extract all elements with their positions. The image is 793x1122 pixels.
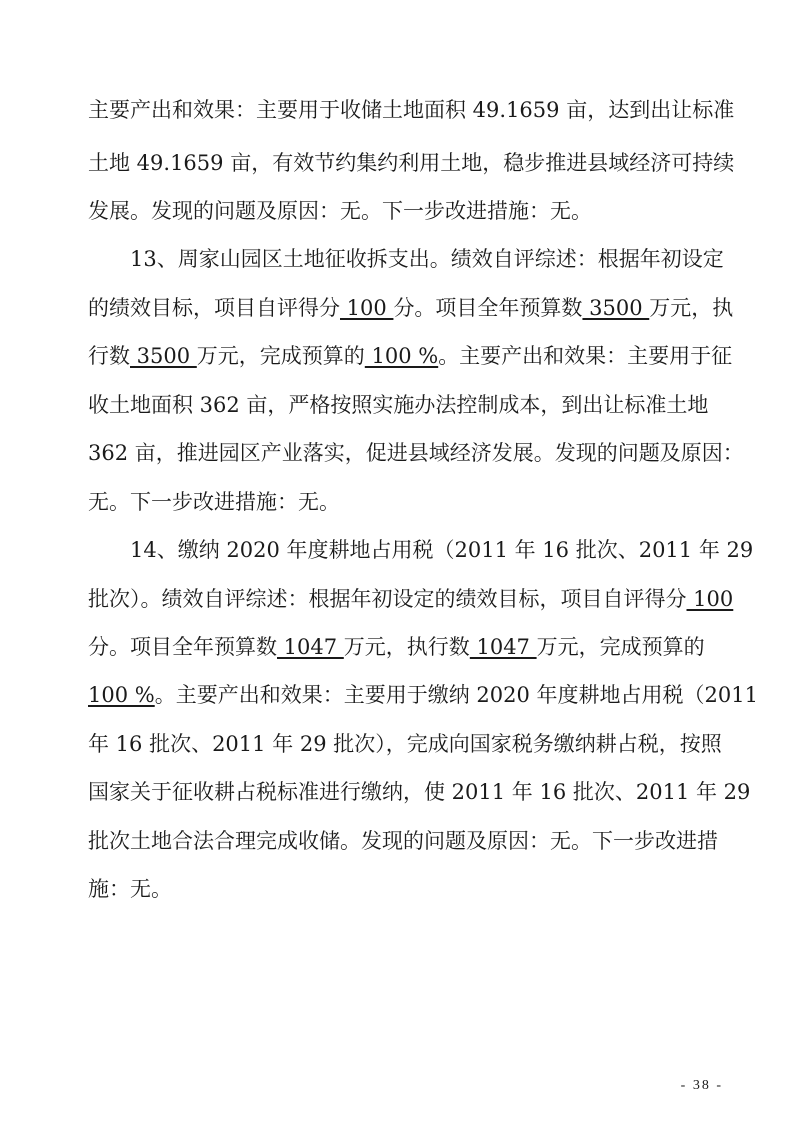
text-run: 的绩效目标，项目自评得分 [88, 296, 340, 320]
text-run: 362 亩，推进园区产业落实，促进县域经济发展。发现的问题及原因： [88, 441, 744, 465]
text-run: 收土地面积 362 亩，严格按照实施办法控制成本，到出让标准土地 [88, 393, 709, 417]
text-run: 年 16 批次、2011 年 29 批次），完成向国家税务缴纳耕占税，按照 [88, 732, 722, 756]
text-run: 14、缴纳 2020 年度耕地占用税（2011 年 16 批次、2011 年 29 [130, 538, 754, 562]
text-line [88, 680, 758, 710]
page-number: - 38 - [680, 1078, 723, 1093]
executed-value: 3500 [130, 344, 197, 368]
text-line [130, 244, 724, 274]
text-run: 万元，执 [649, 296, 734, 320]
text-line [88, 826, 724, 856]
text-run: 万元，完成预算的 [536, 635, 705, 659]
text-run: 分。项目全年预算数 [393, 296, 583, 320]
text-line [88, 487, 724, 517]
text-run: 。主要产出和效果：主要用于征 [438, 344, 733, 368]
text-run: 土地 49.1659 亩，有效节约集约利用土地，稳步推进县域经济可持续 [88, 151, 735, 175]
text-line [88, 584, 734, 614]
text-run: 行数 [88, 344, 130, 368]
text-line [88, 148, 735, 178]
text-run: 无。下一步改进措施：无。 [88, 490, 340, 514]
text-run: 批次土地合法合理完成收储。发现的问题及原因：无。下一步改进措 [88, 829, 718, 853]
text-line [88, 293, 734, 323]
text-line [88, 390, 724, 420]
text-line [130, 535, 754, 565]
text-run: 主要产出和效果：主要用于收储土地面积 49.1659 亩，达到出让标准 [88, 98, 735, 122]
text-run: 施：无。 [88, 877, 172, 901]
score-value: 100 [686, 587, 734, 611]
text-run: 万元，执行数 [343, 635, 470, 659]
text-line [88, 95, 735, 125]
text-run: 批次）。绩效自评综述：根据年初设定的绩效目标，项目自评得分 [88, 587, 687, 611]
text-run: 万元，完成预算的 [196, 344, 365, 368]
text-run: 。主要产出和效果：主要用于缴纳 2020 年度耕地占用税（2011 [154, 683, 758, 707]
budget-value: 1047 [277, 635, 344, 659]
text-line [88, 777, 751, 807]
text-run: 13、周家山园区土地征收拆支出。绩效自评综述：根据年初设定 [130, 247, 724, 271]
budget-value: 3500 [582, 296, 650, 320]
score-value: 100 [340, 296, 394, 320]
executed-value: 1047 [469, 635, 537, 659]
completion-rate: 100 % [88, 683, 155, 707]
text-line [88, 341, 733, 371]
text-run: 发展。发现的问题及原因：无。下一步改进措施：无。 [88, 199, 592, 223]
completion-rate: 100 % [364, 344, 439, 368]
text-line [88, 874, 724, 904]
text-line [88, 729, 724, 759]
text-line [88, 196, 724, 226]
text-run: 分。项目全年预算数 [88, 635, 277, 659]
text-line [88, 632, 724, 662]
text-run: 国家关于征收耕占税标准进行缴纳，使 2011 年 16 批次、2011 年 29 [88, 780, 751, 804]
text-line [88, 438, 744, 468]
